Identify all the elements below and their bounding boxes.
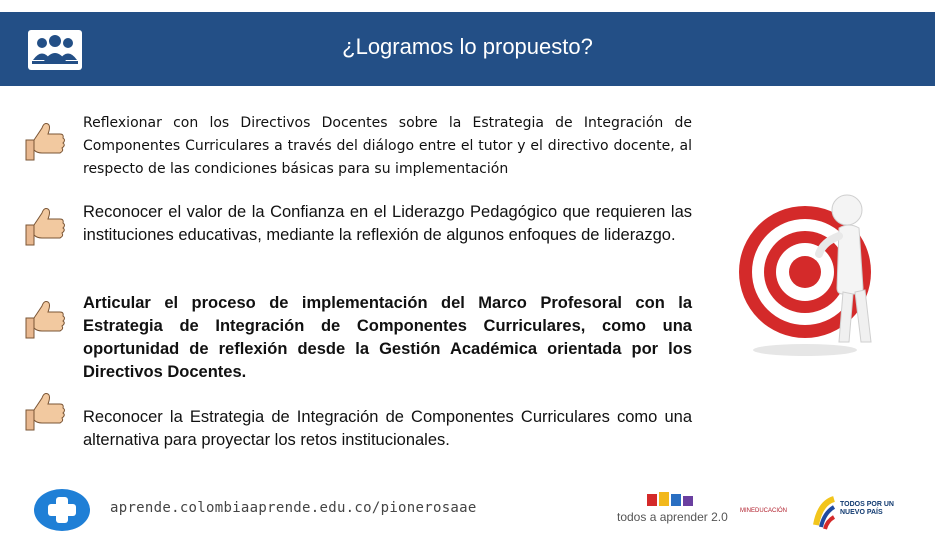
- page-title: ¿Logramos lo propuesto?: [342, 34, 593, 59]
- header-bar: [0, 12, 935, 86]
- objective-text: Reconocer el valor de la Confianza en el Liderazgo Pedagógico que requieren las instituciones educativas, mediante la reflexión de algunos enfoques de liderazgo.: [83, 203, 692, 244]
- flag-logo-icon: [812, 495, 838, 535]
- plus-logo-icon: [33, 488, 91, 532]
- todos-aprender-logo: [617, 488, 728, 532]
- objective-text: Reflexionar con los Directivos Docentes sobre la Estrategia de Integración de Componentes Curriculares a través del diálogo entre el tutor y el directivo docente, al respecto de las condiciones básicas para su implementación: [83, 115, 692, 177]
- thumbs-up-icon: [20, 388, 66, 434]
- thumbs-up-icon: [20, 118, 66, 164]
- people-logo-icon: [617, 488, 722, 510]
- thumbs-up-icon: [20, 203, 66, 249]
- thumbs-up-icon: [20, 296, 66, 342]
- mineducacion-logo: [730, 502, 802, 520]
- todos-aprender-text: todos a aprender 2.0: [617, 510, 728, 524]
- todos-por-un-nuevo-pais-logo: [812, 495, 912, 535]
- footer-url: aprende.colombiaaprende.edu.co/pionerosaae: [110, 500, 477, 516]
- objective-text: Articular el proceso de implementación del Marco Profesoral con la Estrategia de Integración de Componentes Curriculares, como una oportunidad de reflexión desde la Gestión Académica orientada por los Directivos Docentes.: [83, 294, 692, 381]
- objective-text: Reconocer la Estrategia de Integración de Componentes Curriculares como una alternativa para proyectar los retos institucionales.: [83, 408, 692, 449]
- target-figure: [735, 180, 915, 360]
- todos-pais-line1: TODOS POR UN: [840, 501, 894, 508]
- todos-pais-text: [840, 501, 894, 517]
- mineducacion-text: MINEDUCACIÓN: [740, 508, 788, 514]
- todos-pais-line2: NUEVO PAÍS: [840, 509, 883, 516]
